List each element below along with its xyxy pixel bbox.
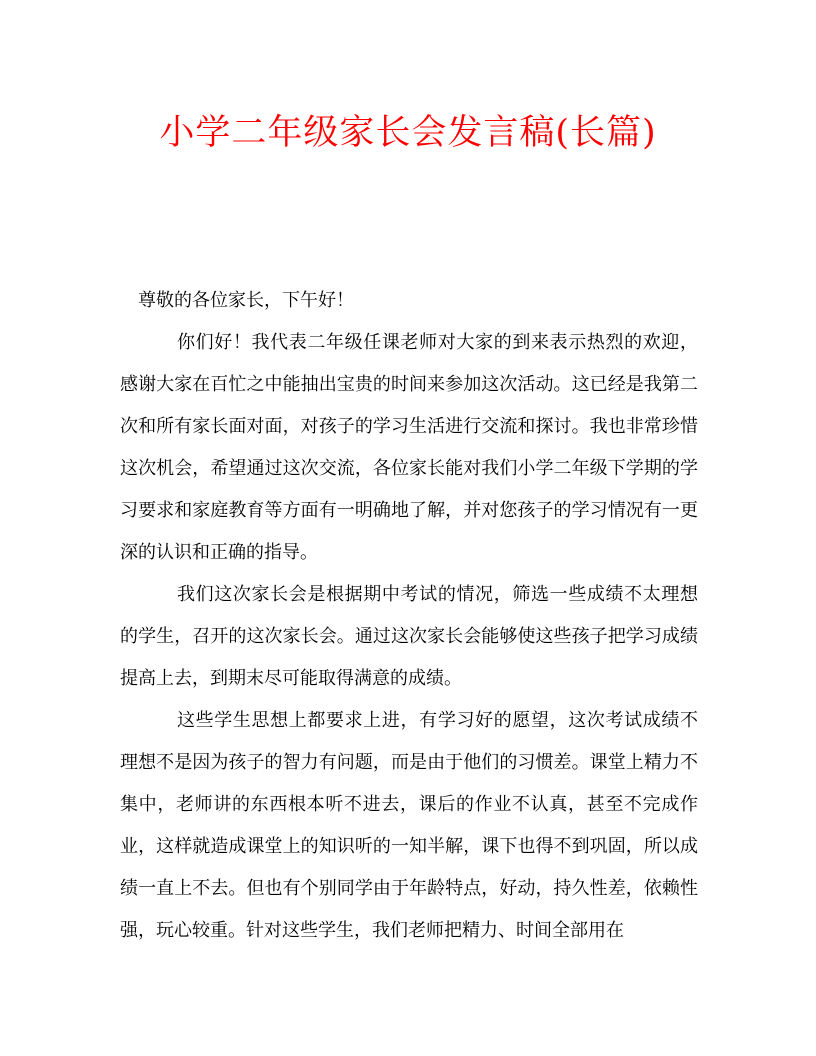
paragraph-2: 我们这次家长会是根据期中考试的情况，筛选一些成绩不太理想的学生，召开的这次家长会。通过这次家长会能够使这些孩子把学习成绩提高上去，到期末尽可能取得满意的成绩。	[120, 584, 698, 689]
document-title: 小学二年级家长会发言稿(长篇)	[159, 113, 657, 153]
greeting-line: 尊敬的各位家长，下午好！	[138, 290, 354, 311]
paragraph-3: 这些学生思想上都要求上进，有学习好的愿望，这次考试成绩不理想不是因为孩子的智力有问题，而是由于他们的习惯差。课堂上精力不集中，老师讲的东西根本听不进去，课后的作业不认真，甚至不完成作业，这样就造成课堂上的知识听的一知半解，课下也得不到巩固，所以成绩一直上不去。但也有个别同学由于年龄特点，好动，持久性差，依赖性强，玩心较重。针对这些学生，我们老师把精力、时间全部用在	[120, 710, 698, 941]
paragraph-1: 你们好！我代表二年级任课老师对大家的到来表示热烈的欢迎，感谢大家在百忙之中能抽出宝贵的时间来参加这次活动。这已经是我第二次和所有家长面对面，对孩子的学习生活进行交流和探讨。我也非常珍惜这次机会，希望通过这次交流，各位家长能对我们小学二年级下学期的学习要求和家庭教育等方面有一明确地了解，并对您孩子的学习情况有一更深的认识和正确的指导。	[120, 332, 698, 563]
body-text	[120, 322, 698, 952]
